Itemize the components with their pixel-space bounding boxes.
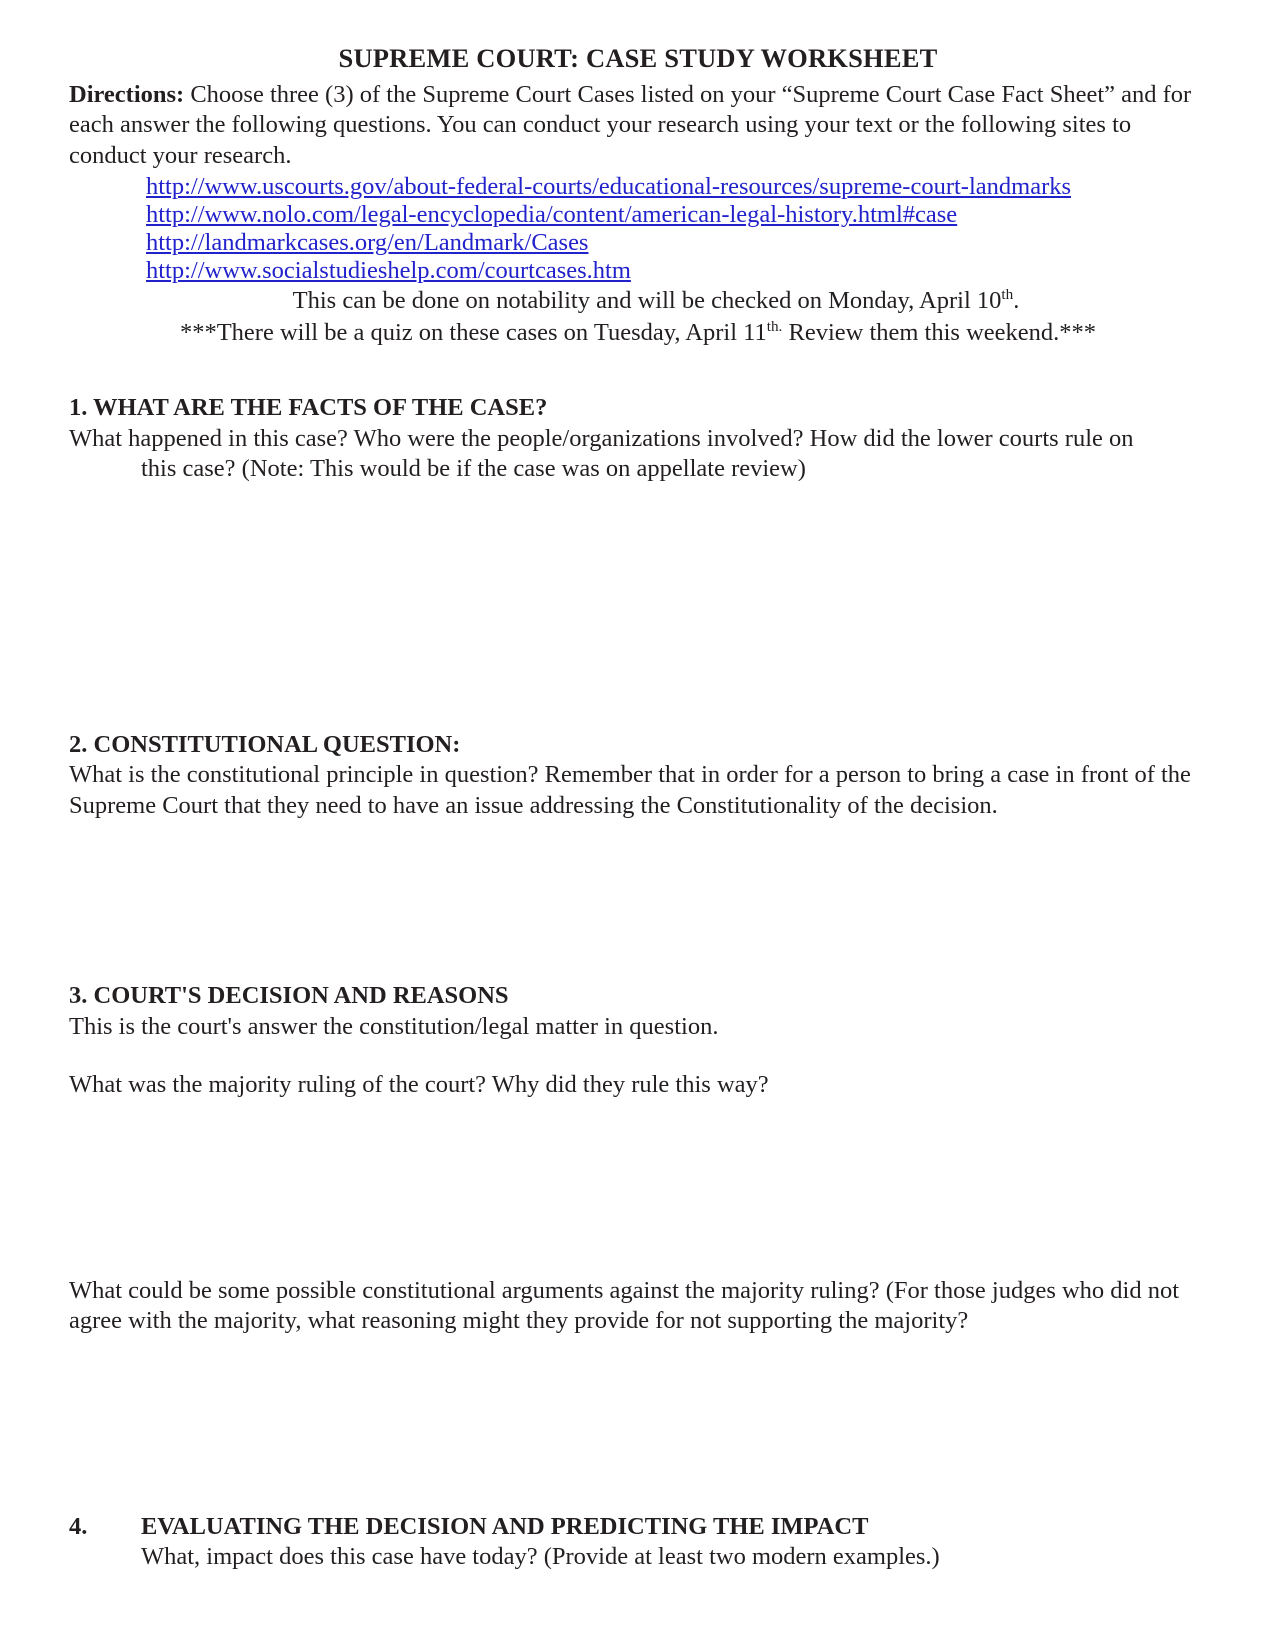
answer-space-section-3b[interactable] bbox=[69, 1337, 1207, 1512]
notability-note bbox=[69, 286, 1207, 317]
section-2-heading: 2. CONSTITUTIONAL QUESTION: bbox=[69, 730, 461, 758]
section-1-heading: 1. WHAT ARE THE FACTS OF THE CASE? bbox=[69, 394, 548, 422]
spacer-after-notes bbox=[69, 348, 1207, 393]
quiz-note-tail: Review them this weekend.*** bbox=[782, 318, 1097, 346]
directions-text: Choose three (3) of the Supreme Court Cases listed on your “Supreme Court Case Fact Sheet” and for each answer the following questions. You can conduct your research using your text or the following sites to conduct your research. bbox=[69, 80, 1192, 169]
page-title: SUPREME COURT: CASE STUDY WORKSHEET bbox=[338, 43, 938, 73]
spacer-section-3a bbox=[69, 1042, 1207, 1070]
directions-label: Directions: bbox=[69, 80, 185, 108]
section-1-body-line-1: What happened in this case? Who were the people/organizations involved? How did the lower courts rule on bbox=[69, 424, 1134, 452]
answer-space-section-3a[interactable] bbox=[69, 1101, 1207, 1276]
quiz-ordinal-suffix: th. bbox=[766, 317, 783, 335]
section-4-body: What, impact does this case have today? (Provide at least two modern examples.) bbox=[141, 1543, 940, 1571]
landmarkcases-link[interactable]: http://landmarkcases.org/en/Landmark/Cases bbox=[146, 229, 589, 257]
section-3-body-1: This is the court's answer the constitution/legal matter in question. bbox=[69, 1012, 719, 1040]
answer-space-section-2[interactable] bbox=[69, 821, 1207, 981]
section-4-heading bbox=[69, 1512, 1207, 1543]
uscourts-link[interactable]: http://www.uscourts.gov/about-federal-courts/educational-resources/supreme-court-landmarks bbox=[146, 173, 1072, 201]
section-1-body-line-2: this case? (Note: This would be if the case was on appellate review) bbox=[141, 455, 806, 483]
quiz-note-text: ***There will be a quiz on these cases on Tuesday, April 11 bbox=[179, 318, 767, 346]
section-1-body bbox=[69, 424, 1207, 485]
section-4-heading-text: EVALUATING THE DECISION AND PREDICTING THE IMPACT bbox=[141, 1512, 869, 1540]
section-4-number: 4. bbox=[69, 1512, 88, 1540]
notability-note-text: This can be done on notability and will be checked on Monday, April 10 bbox=[292, 287, 1002, 315]
notability-note-period: . bbox=[1013, 287, 1020, 315]
socialstudieshelp-link[interactable]: http://www.socialstudieshelp.com/courtcases.htm bbox=[146, 257, 631, 285]
answer-space-section-1[interactable] bbox=[69, 485, 1207, 730]
quiz-note bbox=[69, 318, 1207, 349]
section-3-heading: 3. COURT'S DECISION AND REASONS bbox=[69, 982, 509, 1010]
section-3-body-3: What could be some possible constitutional arguments against the majority ruling? (For those judges who did not agree with the majority, what reasoning might they provide for not supporting the majority? bbox=[69, 1276, 1180, 1335]
section-3-body-2: What was the majority ruling of the court? Why did they rule this way? bbox=[69, 1071, 769, 1099]
directions-paragraph bbox=[69, 80, 1207, 172]
research-links-list bbox=[69, 173, 1207, 285]
section-2-body: What is the constitutional principle in question? Remember that in order for a person to bring a case in front of the Supreme Court that they need to have an issue addressing the Constitutionality of the decision. bbox=[69, 761, 1191, 819]
notability-ordinal-suffix: th bbox=[1001, 286, 1014, 304]
nolo-link[interactable]: http://www.nolo.com/legal-encyclopedia/content/american-legal-history.html#case bbox=[146, 201, 958, 229]
